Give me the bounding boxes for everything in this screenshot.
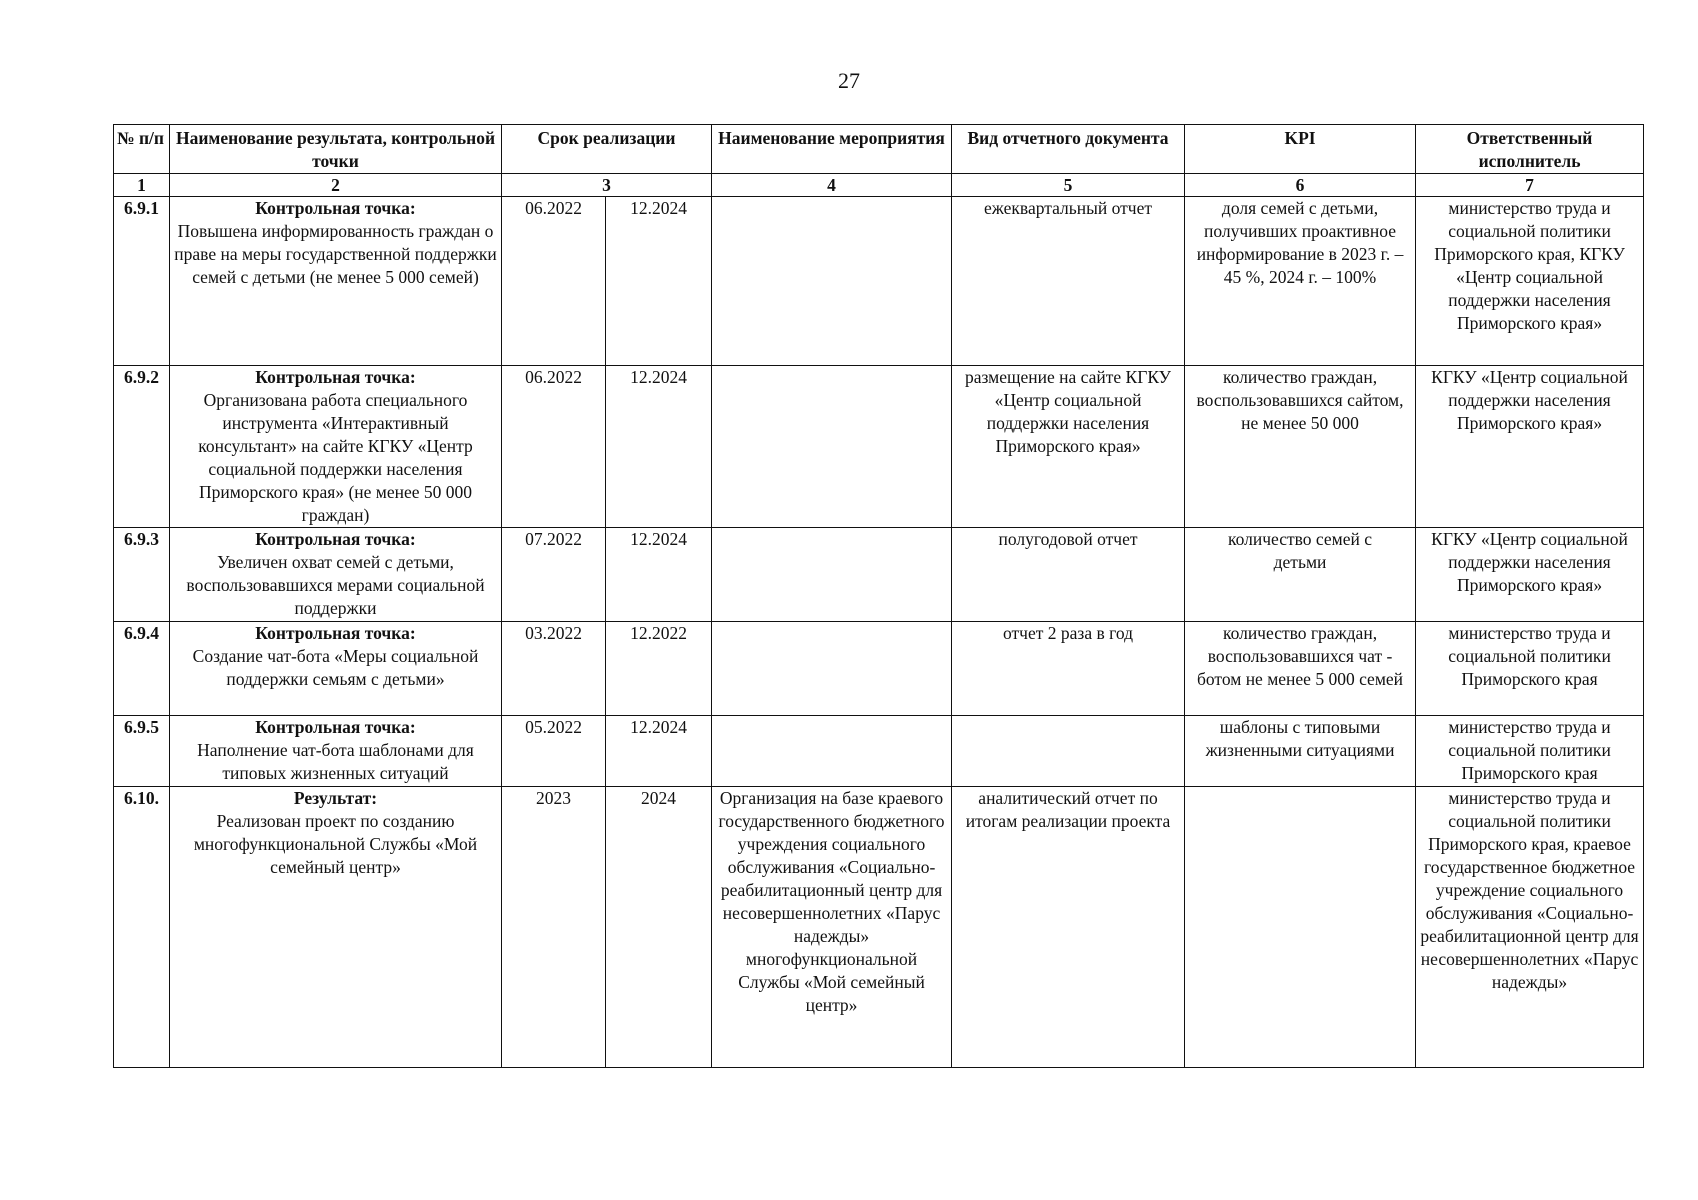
checkpoint-label: Контрольная точка:	[255, 198, 416, 218]
responsible-cell: министерство труда и социальной политики Приморского края, КГКУ «Центр социальной поддержки населения Приморского края»	[1416, 197, 1644, 366]
result-cell	[170, 528, 502, 622]
col-index-cell: 5	[952, 174, 1185, 197]
document-cell: ежеквартальный отчет	[952, 197, 1185, 366]
document-cell: полугодовой отчет	[952, 528, 1185, 622]
col-index-cell: 1	[114, 174, 170, 197]
end-date: 12.2022	[606, 622, 712, 716]
responsible-cell: КГКУ «Центр социальной поддержки населения Приморского края»	[1416, 366, 1644, 528]
checkpoint-text: Организована работа специального инструмента «Интерактивный консультант» на сайте КГКУ «Центр социальной поддержки населения Приморского края» (не менее 50 000 граждан)	[198, 390, 473, 525]
page-number: 27	[838, 68, 860, 93]
responsible-cell: министерство труда и социальной политики Приморского края	[1416, 622, 1644, 716]
kpi-cell: шаблоны с типовыми жизненными ситуациями	[1185, 716, 1416, 787]
event-cell	[712, 528, 952, 622]
result-cell	[170, 716, 502, 787]
event-cell	[712, 622, 952, 716]
event-cell	[712, 366, 952, 528]
end-date: 12.2024	[606, 366, 712, 528]
table-row	[114, 716, 1644, 787]
row-number: 6.9.2	[114, 366, 170, 528]
col-index-cell: 4	[712, 174, 952, 197]
table-row	[114, 197, 1644, 366]
responsible-cell: министерство труда и социальной политики Приморского края	[1416, 716, 1644, 787]
col-index-cell: 2	[170, 174, 502, 197]
event-cell: Организация на базе краевого государственного бюджетного учреждения социального обслуживания «Социально-реабилитационный центр для несовершеннолетних «Парус надежды» многофункциональной Службы «Мой семейный центр»	[712, 787, 952, 1068]
header-kpi: KPI	[1185, 125, 1416, 174]
checkpoint-label: Контрольная точка:	[255, 717, 416, 737]
header-num: № п/п	[114, 125, 170, 174]
start-date: 2023	[502, 787, 606, 1068]
table-row	[114, 787, 1644, 1068]
header-period: Срок реализации	[502, 125, 712, 174]
row-number: 6.9.1	[114, 197, 170, 366]
checkpoint-text: Наполнение чат-бота шаблонами для типовых жизненных ситуаций	[197, 740, 474, 783]
row-number: 6.10.	[114, 787, 170, 1068]
responsible-cell: КГКУ «Центр социальной поддержки населения Приморского края»	[1416, 528, 1644, 622]
result-cell	[170, 366, 502, 528]
header-event: Наименование мероприятия	[712, 125, 952, 174]
result-cell	[170, 787, 502, 1068]
result-text: Реализован проект по созданию многофункциональной Службы «Мой семейный центр»	[193, 811, 478, 877]
kpi-cell: количество семей с детьми	[1185, 528, 1416, 622]
checkpoint-text: Увеличен охват семей с детьми, воспользовавшихся мерами социальной поддержки	[186, 552, 485, 618]
responsible-cell: министерство труда и социальной политики Приморского края, краевое государственное бюджетное учреждение социального обслуживания «Социально-реабилитационной центр для несовершеннолетних «Парус надежды»	[1416, 787, 1644, 1068]
result-cell	[170, 622, 502, 716]
table-row	[114, 622, 1644, 716]
kpi-cell: количество граждан, воспользовавшихся чат - ботом не менее 5 000 семей	[1185, 622, 1416, 716]
result-label: Результат:	[293, 788, 378, 808]
header-name: Наименование результата, контрольной точки	[170, 125, 502, 174]
document-cell	[952, 716, 1185, 787]
row-number: 6.9.3	[114, 528, 170, 622]
column-index-row	[114, 174, 1644, 197]
checkpoint-text: Создание чат-бота «Меры социальной поддержки семьям с детьми»	[192, 646, 479, 689]
start-date: 06.2022	[502, 197, 606, 366]
start-date: 05.2022	[502, 716, 606, 787]
document-cell: аналитический отчет по итогам реализации проекта	[952, 787, 1185, 1068]
event-cell	[712, 197, 952, 366]
kpi-cell	[1185, 787, 1416, 1068]
table-row	[114, 528, 1644, 622]
document-cell: размещение на сайте КГКУ «Центр социальной поддержки населения Приморского края»	[952, 366, 1185, 528]
end-date: 12.2024	[606, 197, 712, 366]
header-resp: Ответственный исполнитель	[1416, 125, 1644, 174]
document-cell: отчет 2 раза в год	[952, 622, 1185, 716]
table-row	[114, 366, 1644, 528]
kpi-cell: доля семей с детьми, получивших проактивное информирование в 2023 г. – 45 %, 2024 г. – 100%	[1185, 197, 1416, 366]
header-row	[114, 125, 1644, 174]
event-cell	[712, 716, 952, 787]
kpi-cell: количество граждан, воспользовавшихся сайтом, не менее 50 000	[1185, 366, 1416, 528]
start-date: 03.2022	[502, 622, 606, 716]
plan-table	[113, 124, 1644, 1068]
result-cell	[170, 197, 502, 366]
checkpoint-text: Повышена информированность граждан о праве на меры государственной поддержки семей с детьми (не менее 5 000 семей)	[174, 221, 497, 287]
checkpoint-label: Контрольная точка:	[255, 367, 416, 387]
end-date: 2024	[606, 787, 712, 1068]
header-doc: Вид отчетного документа	[952, 125, 1185, 174]
checkpoint-label: Контрольная точка:	[255, 529, 416, 549]
col-index-cell: 7	[1416, 174, 1644, 197]
start-date: 07.2022	[502, 528, 606, 622]
start-date: 06.2022	[502, 366, 606, 528]
end-date: 12.2024	[606, 716, 712, 787]
col-index-cell: 6	[1185, 174, 1416, 197]
end-date: 12.2024	[606, 528, 712, 622]
row-number: 6.9.5	[114, 716, 170, 787]
checkpoint-label: Контрольная точка:	[255, 623, 416, 643]
row-number: 6.9.4	[114, 622, 170, 716]
col-index-cell: 3	[502, 174, 712, 197]
